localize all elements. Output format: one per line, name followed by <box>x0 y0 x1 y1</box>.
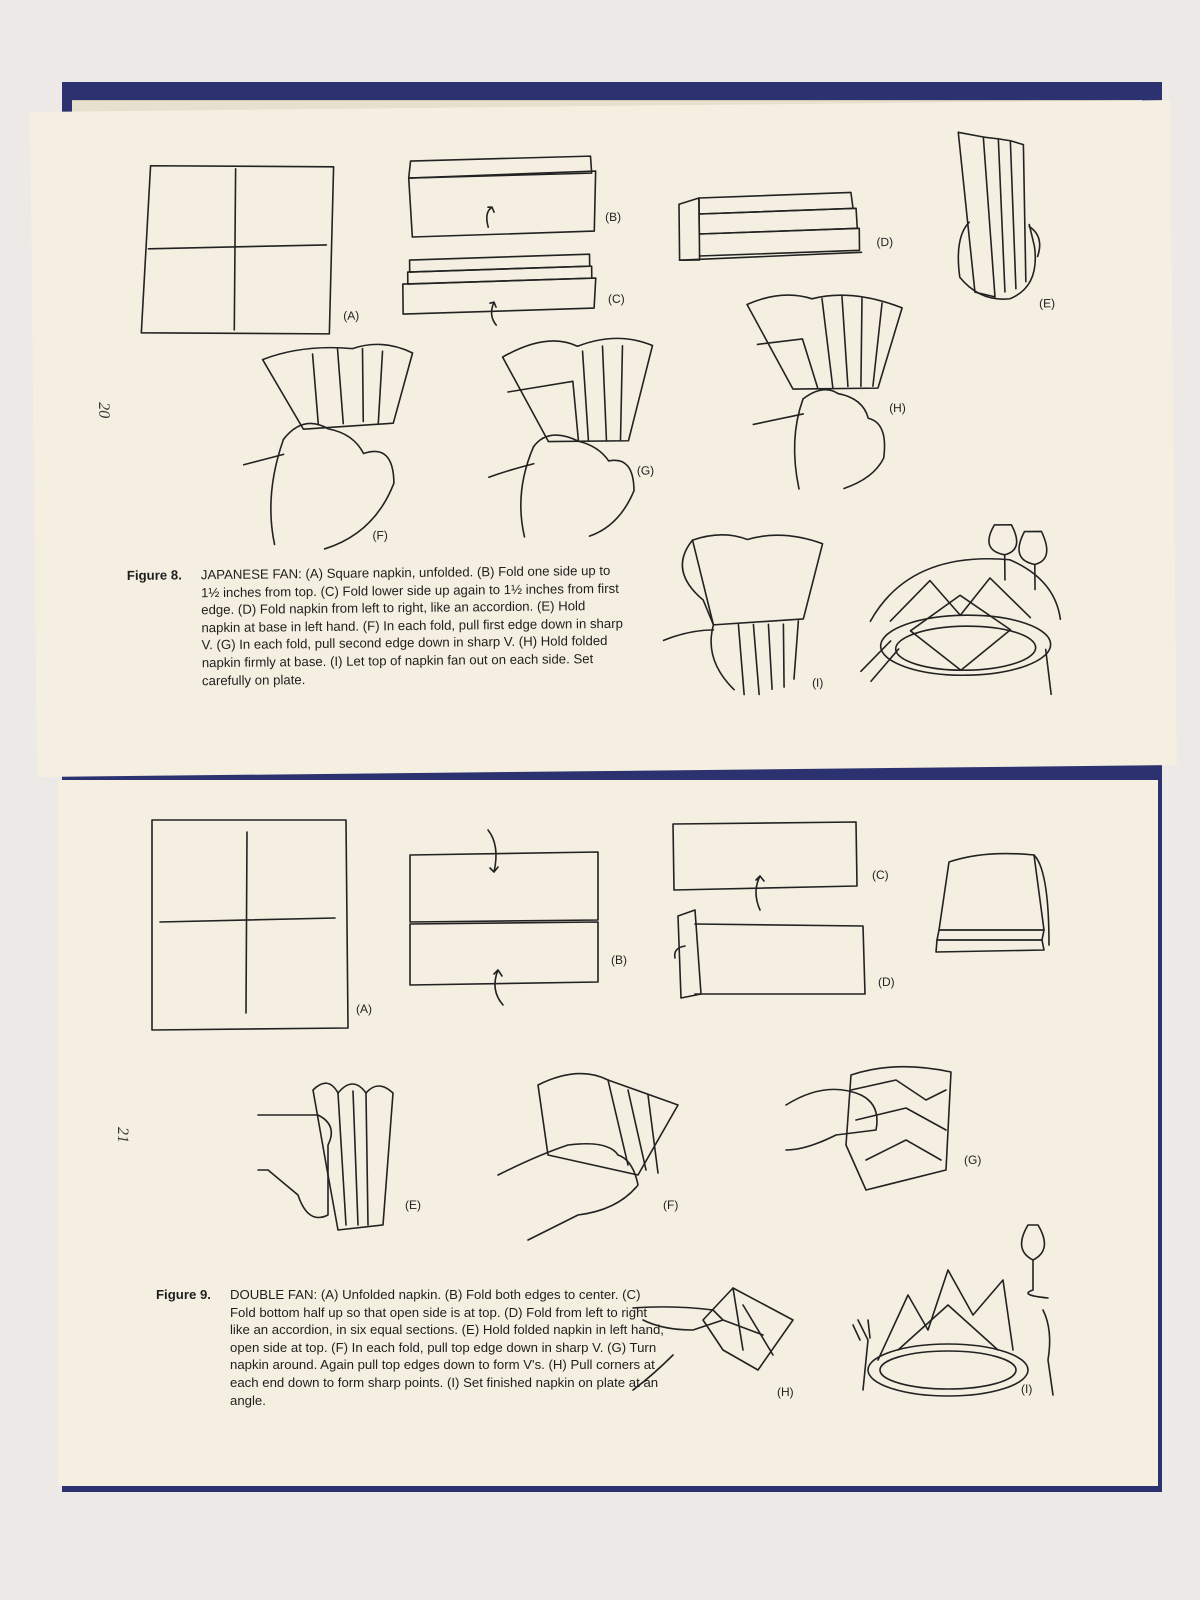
figure-8-text: JAPANESE FAN: (A) Square napkin, unfolded. (B) Fold one side up to 1½ inches from top. (C) Fold lower side up again to 1½ inches from first edge. (D) Fold napkin from left to right, like an accordion. (E) Hold napkin at base in left hand. (F) In each fold, pull first edge down in sharp V. (G) In each fold, pull second edge down in sharp V. (H) Hold folded napkin firmly at base. (I) Let top of napkin fan out on each side. Set carefully on plate. <box>200 562 623 688</box>
step-c-fold-half-illustration <box>670 820 865 910</box>
step-d-accordion-illustration <box>671 188 872 265</box>
step-label-i-fan: (I) <box>811 675 824 690</box>
step-label-a: (A) <box>343 308 360 323</box>
step-label-c: (C) <box>607 291 625 306</box>
figure-9-label: Figure 9. <box>156 1287 211 1302</box>
page-21 <box>58 780 1158 1486</box>
stacked-folds-illustration <box>934 850 1054 960</box>
step-b-fold-illustration <box>405 151 601 248</box>
step-f-pull-edges-illustration <box>498 1065 688 1245</box>
step-a-unfolded-napkin-illustration <box>150 818 350 1033</box>
step-i-plate-setting-illustration <box>838 1220 1068 1410</box>
page-number: 21 <box>114 1127 131 1143</box>
step-label-h: (H) <box>889 400 906 416</box>
figure-8-caption <box>127 562 628 690</box>
step-g-turn-napkin-illustration <box>786 1060 956 1200</box>
step-label-d: (D) <box>878 975 895 989</box>
step-label-h: (H) <box>777 1385 794 1399</box>
step-label-b: (B) <box>605 209 622 224</box>
step-label-c: (C) <box>872 868 889 882</box>
step-h-hold-base-illustration <box>742 288 924 490</box>
step-label-i: (I) <box>1021 1382 1033 1396</box>
figure-9-text: DOUBLE FAN: (A) Unfolded napkin. (B) Fold both edges to center. (C) Fold bottom half up so that open side is at top. (D) Fold from left to right like an accordion, in six equal sections. (E) Hold folded napkin in left hand, open side at top. (F) In each fold, pull top edge down in sharp V. (G) Turn napkin around. Again pull top edges down to form V's. (H) Pull corners at each end down to form sharp points. (I) Set finished napkin on plate at an angle. <box>230 1287 664 1408</box>
step-label-e: (E) <box>405 1198 421 1212</box>
step-e-hand-holding-illustration <box>948 126 1050 307</box>
step-c-fold-illustration <box>399 246 605 328</box>
step-g-pull-second-edge-illustration <box>487 330 669 537</box>
step-a-square-napkin-illustration <box>136 159 338 341</box>
step-label-d: (D) <box>876 234 894 250</box>
figure-9-caption <box>156 1286 666 1409</box>
step-label-b: (B) <box>611 953 627 967</box>
figure-8-label: Figure 8. <box>126 567 182 584</box>
page-number: 20 <box>95 402 113 419</box>
step-label-g: (G) <box>964 1153 982 1167</box>
step-b-fold-edges-illustration <box>408 830 603 1005</box>
step-i-fan-open-illustration <box>662 529 844 701</box>
step-label-f: (F) <box>372 528 388 543</box>
step-label-f: (F) <box>663 1198 679 1212</box>
plate-setting-illustration <box>849 519 1081 701</box>
step-d-accordion-illustration <box>673 908 868 1003</box>
page-20 <box>30 100 1177 777</box>
step-e-hold-napkin-illustration <box>258 1075 408 1235</box>
step-label-g: (G) <box>636 463 655 478</box>
step-label-a: (A) <box>356 1002 372 1016</box>
step-f-pull-folds-illustration <box>242 343 424 550</box>
step-label-e: (E) <box>1038 296 1056 311</box>
